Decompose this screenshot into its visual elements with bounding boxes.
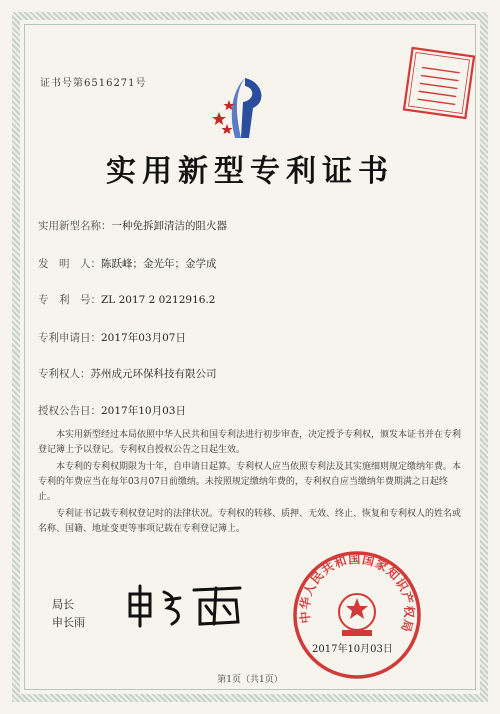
field-label: 实用新型名称： (38, 220, 112, 232)
field-application-date (38, 330, 186, 345)
body-paragraph: 本专利的专利权期限为十年，自申请日起算。专利权人应当依照专利法及其实施细则规定缴纳年费。本专利的年费应当在每年03月07日前缴纳。未按照规定缴纳年费的，专利权自应当缴纳年费期满之日起终止。 (38, 462, 462, 502)
seal-date: 2017年10月03日 (312, 644, 393, 655)
official-seal-icon (290, 548, 424, 682)
field-value: ZL 2017 2 0212916.2 (101, 294, 216, 306)
sipo-logo-icon (205, 72, 285, 144)
field-grant-date (38, 403, 186, 418)
seal-arc-text: 中华人民共和国国家知识产权局 (297, 552, 417, 635)
certificate-body (38, 428, 464, 539)
field-patentee (38, 366, 217, 381)
field-value: 陈跃峰；金光年；金学成 (101, 258, 217, 270)
field-label: 专 利 号： (38, 294, 101, 306)
page-footer: 第1页（共1页） (217, 675, 283, 685)
field-inventor (38, 256, 217, 271)
field-utility-name (38, 218, 227, 233)
field-value: 苏州成元环保科技有限公司 (90, 368, 217, 380)
body-paragraph: 本实用新型经过本局依照中华人民共和国专利法进行初步审查，决定授予专利权，颁发本证书并在专利登记簿上予以登记。专利权自授权公告之日起生效。 (38, 430, 462, 455)
certificate-number: 证书号第6516271号 (40, 78, 147, 89)
field-label: 发 明 人： (38, 258, 101, 270)
certificate-title: 实用新型专利证书 (106, 154, 394, 189)
field-value: 2017年10月03日 (101, 405, 186, 417)
field-label: 专利权人： (38, 368, 91, 380)
field-label: 授权公告日： (38, 405, 101, 417)
field-value: 一种免拆卸清洁的阻火器 (111, 220, 227, 232)
field-value: 2017年03月07日 (101, 332, 186, 344)
signatory-name: 申长雨 (52, 616, 85, 629)
small-seal-icon (400, 44, 478, 122)
field-patent-number (38, 292, 215, 307)
handwritten-signature (120, 580, 270, 630)
signatory-title: 局长 (52, 598, 74, 611)
body-paragraph: 专利证书记载专利权登记时的法律状况。专利权的转移、质押、无效、终止、恢复和专利权人的姓名或名称、国籍、地址变更等事项记载在专利登记簿上。 (38, 509, 462, 534)
field-label: 专利申请日： (38, 332, 101, 344)
